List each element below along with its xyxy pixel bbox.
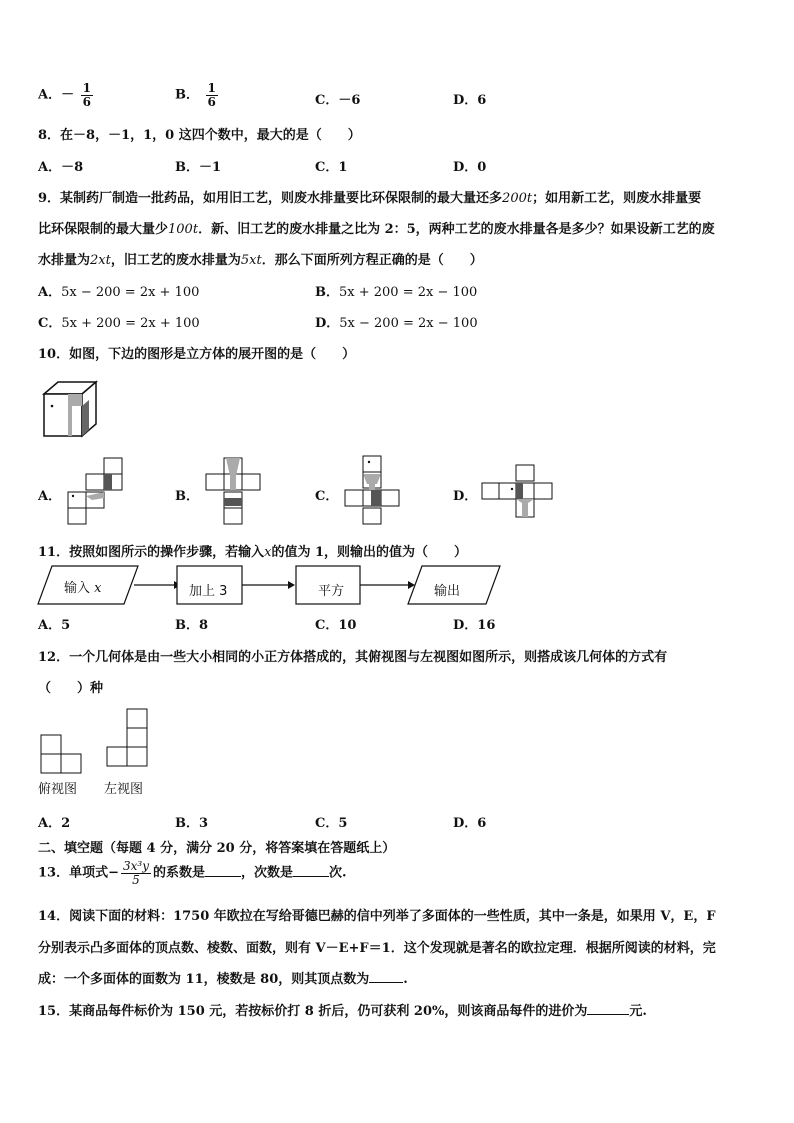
q9-line3-text-mid: ，旧工艺的废水排量为: [110, 253, 241, 268]
q9-line3-math2: 5xt: [240, 253, 262, 268]
q11-option-b: B．8: [175, 618, 209, 633]
flow-input-text: 输入: [64, 581, 91, 596]
q11-option-c: C．10: [315, 618, 357, 633]
q13-text: 13．单项式: [38, 865, 109, 881]
q9-option-d-equation: 5x − 200 = 2x − 100: [339, 316, 478, 331]
q12-option-b: B．3: [175, 816, 209, 831]
q7-option-a-numerator: 1: [82, 81, 91, 95]
q9-option-b-equation: 5x + 200 = 2x − 100: [339, 285, 478, 300]
q10-option-b: B．: [175, 489, 199, 504]
q10-net-a: [66, 456, 124, 528]
q14-line3-end: .: [403, 972, 408, 987]
q9-line3-math1: 2xt: [90, 253, 111, 268]
q9-option-a-equation: 5x − 200 = 2x + 100: [61, 285, 200, 300]
q10-net-d: [482, 463, 558, 521]
q15-line: [38, 1000, 647, 1019]
flow-step-square: 平方: [318, 584, 345, 599]
q10-option-a: A．: [38, 489, 62, 504]
q9-option-c-equation: 5x + 200 = 2x + 100: [61, 316, 200, 331]
q9-line3: [38, 249, 483, 268]
flow-step-add: 加上 3: [189, 584, 228, 599]
q8-option-c: C．1: [315, 160, 348, 175]
q14-line1: 14．阅读下面的材料：1750 年欧拉在写给哥德巴赫的信中列举了多面体的一些性质，其中一条是，如果用 V，E，F: [38, 909, 716, 924]
q10-net-c: [343, 454, 403, 530]
q7-option-a-sign: －: [61, 87, 75, 103]
q7-option-b-fraction: [206, 82, 218, 108]
q9-option-a: [38, 281, 199, 300]
q12-top-view: [40, 734, 84, 776]
q12-option-a: A．2: [38, 816, 71, 831]
q14-line2: 分别表示凸多面体的顶点数、棱数、面数，则有 V－E+F＝1．这个发现就是著名的欧拉定理．根据所阅读的材料，完: [38, 941, 716, 956]
q12-stem-line2: （ ）种: [38, 681, 104, 696]
q10-option-d: D．: [453, 489, 478, 504]
q13-blank-coefficient[interactable]: [205, 864, 241, 877]
q7-option-a-denominator: 6: [82, 94, 91, 109]
q9-line1-text-end: ；如用新工艺，则废水排量要: [532, 191, 702, 206]
q9-line3-text-end: ．那么下面所列方程正确的是（ ）: [261, 253, 483, 268]
flow-input-label: [64, 577, 102, 596]
q8-option-b: B．－1: [175, 160, 222, 175]
q13-text-coef: 的系数是: [153, 865, 206, 881]
q13-line: [38, 860, 347, 886]
q9-option-d-label: D．: [315, 316, 340, 331]
q7-option-b: [175, 82, 220, 108]
q7-option-b-label: B．: [175, 87, 199, 103]
q9-option-c: [38, 312, 200, 331]
q12-option-c: C．5: [315, 816, 348, 831]
q11-option-a: A．5: [38, 618, 71, 633]
q11-stem-text: 11．按照如图所示的操作步骤，若输入: [38, 545, 265, 560]
q12-left-view: [106, 708, 150, 776]
q9-line3-text: 水排量为: [38, 253, 91, 268]
q10-net-b: [204, 456, 264, 528]
cube-figure: [42, 380, 98, 440]
q13-denominator: 5: [132, 872, 140, 887]
q9-option-b: [315, 281, 477, 300]
flow-output-label: 输出: [434, 584, 461, 599]
q9-line1-text: 9．某制药厂制造一批药品，如用旧工艺，则废水排量要比环保限制的最大量还多: [38, 191, 503, 206]
q12-left-view-label: 左视图: [104, 782, 144, 797]
q7-option-c: C．－6: [315, 93, 361, 108]
q12-option-d: D．6: [453, 816, 487, 831]
q9-option-c-label: C．: [38, 316, 62, 331]
section2-heading: 二、填空题（每题 4 分，满分 20 分，将答案填在答题纸上）: [38, 841, 396, 856]
q15-blank-cost[interactable]: [587, 1002, 629, 1015]
flow-input-var: x: [94, 581, 102, 596]
q9-line2-text-end: ．新、旧工艺的废水排量之比为 2：5，两种工艺的废水排量各是多少？如果设新工艺的废: [198, 222, 715, 237]
q8-option-d: D．0: [453, 160, 487, 175]
q13-text-degree: ，次数是: [241, 865, 294, 881]
q9-line2-math: 100t: [168, 222, 199, 237]
q7-option-a-label: A．: [38, 87, 62, 103]
q7-option-d: D．6: [453, 93, 487, 108]
q8-stem: 8．在－8，－1，1，0 这四个数中，最大的是（ ）: [38, 128, 361, 143]
q9-option-a-label: A．: [38, 285, 62, 300]
q14-line3-text: 成：一个多面体的面数为 11，棱数是 80，则其顶点数为: [38, 972, 370, 987]
q11-flowchart: [38, 564, 500, 606]
q7-option-b-numerator: 1: [207, 81, 216, 95]
q13-sign: −: [108, 865, 119, 881]
q9-option-b-label: B．: [315, 285, 339, 300]
q10-option-c: C．: [315, 489, 339, 504]
q14-blank-vertices[interactable]: [369, 970, 403, 983]
q11-stem-text-end: 的值为 1，则输出的值为（ ）: [271, 545, 468, 560]
q13-fraction: [121, 860, 151, 886]
q9-line1-math: 200t: [502, 191, 533, 206]
q11-stem: [38, 541, 467, 560]
q13-text-end: 次.: [329, 865, 347, 881]
q7-option-a: [38, 82, 95, 108]
q13-blank-degree[interactable]: [293, 864, 329, 877]
q15-text: 15．某商品每件标价为 150 元，若按标价打 8 折后，仍可获利 20%，则该商品每件的进价为: [38, 1004, 588, 1019]
q9-line1: [38, 187, 701, 206]
q12-stem-line1: 12．一个几何体是由一些大小相同的小正方体搭成的，其俯视图与左视图如图所示，则搭成该几何体的方式有: [38, 650, 668, 665]
q11-stem-var: x: [264, 545, 272, 560]
q11-option-d: D．16: [453, 618, 496, 633]
q9-line2-text: 比环保限制的最大量少: [38, 222, 169, 237]
q15-text-end: 元.: [629, 1004, 647, 1019]
q13-numerator: 3x³y: [123, 859, 149, 873]
q10-stem: 10．如图，下边的图形是立方体的展开图的是（ ）: [38, 347, 356, 362]
q7-option-b-denominator: 6: [207, 94, 216, 109]
q12-top-view-label: 俯视图: [38, 782, 78, 797]
q9-line2: [38, 218, 715, 237]
q8-option-a: A．－8: [38, 160, 84, 175]
q14-line3: [38, 968, 408, 987]
q7-option-a-fraction: [81, 82, 93, 108]
q9-option-d: [315, 312, 478, 331]
